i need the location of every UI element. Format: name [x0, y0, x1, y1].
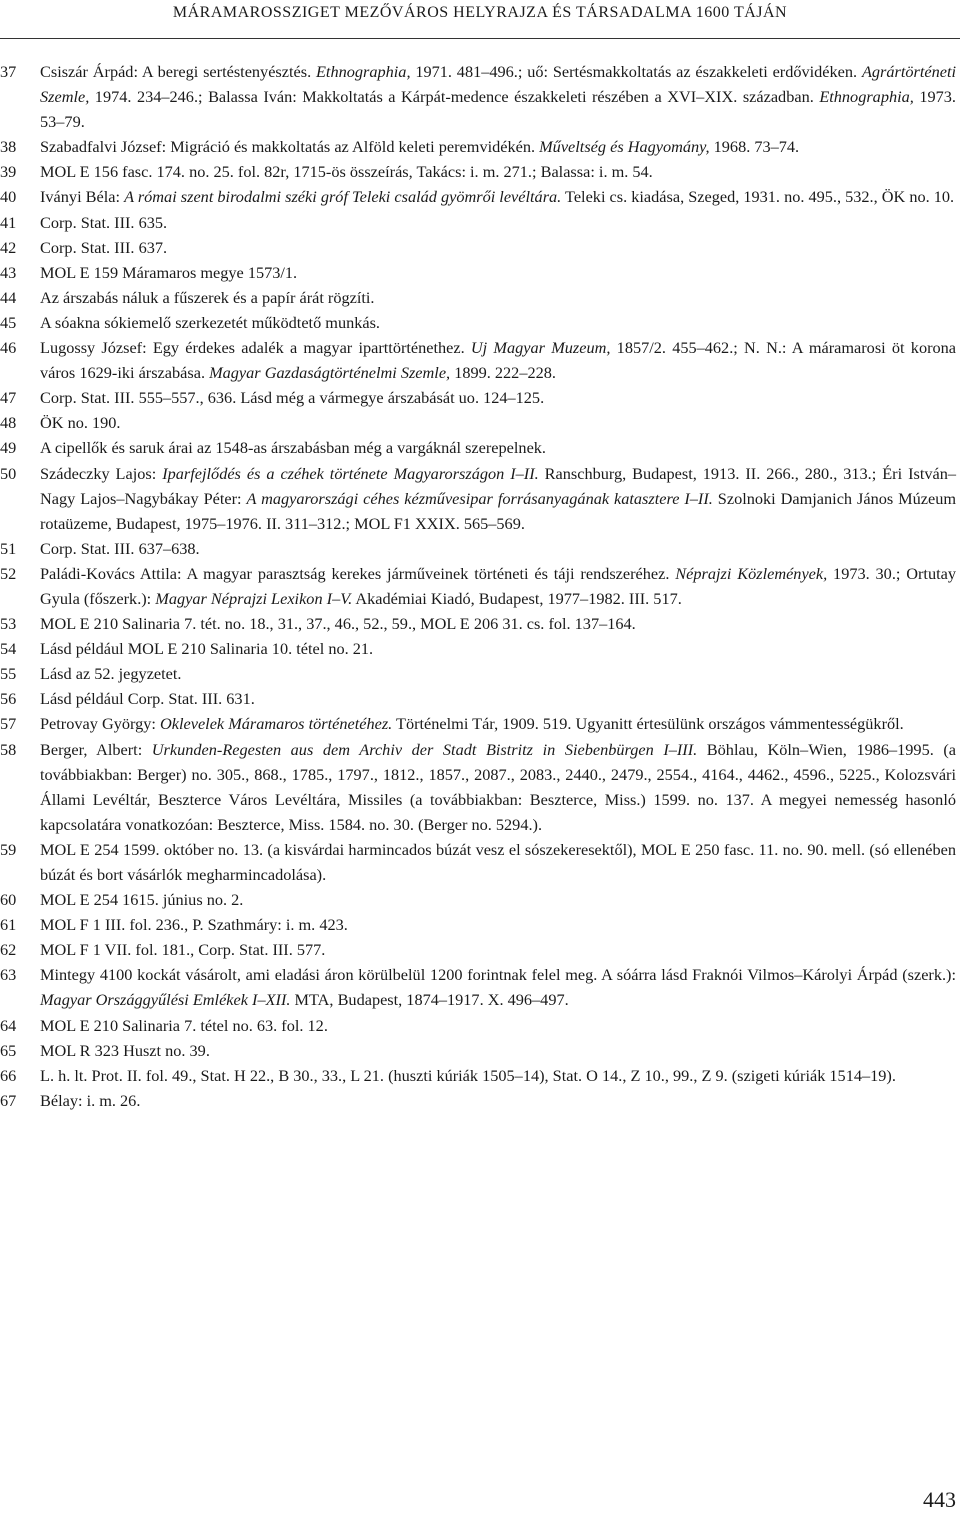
footnote-text	[40, 837, 960, 887]
footnote-title-italic: Műveltség és Hagyomány,	[539, 137, 710, 157]
footnote-text	[40, 59, 960, 134]
footnote-text-run: MTA, Budapest, 1874–1917. X. 496–497.	[290, 990, 569, 1010]
footnote-text-run: MOL E 210 Salinaria 7. tét. no. 18., 31., 37., 46., 52., 59., MOL E 206 31. cs. fol. 137–164.	[40, 614, 636, 634]
footnote-text-run: Ranschburg, Budapest, 1913. II. 266., 280., 313.; Éri István–Nagy Lajos–Nagybákay Péter:	[40, 463, 956, 508]
footnote-number: 41	[0, 212, 17, 232]
footnote-number: 61	[0, 915, 17, 935]
footnote-item	[0, 1063, 960, 1088]
footnote-number: 57	[0, 714, 17, 734]
footnote-number: 48	[0, 413, 17, 433]
footnote-text	[40, 134, 960, 159]
footnote-text-run: 1973. 30.; Ortutay Gyula (főszerk.):	[40, 563, 956, 608]
footnote-item	[0, 1038, 960, 1063]
footnote-text	[40, 410, 960, 435]
footnote-text-run: Berger, Albert:	[40, 739, 152, 759]
footnote-text-run: 1968. 73–74.	[709, 137, 800, 157]
footnote-text-run: Lásd például MOL E 210 Salinaria 10. tétel no. 21.	[40, 639, 374, 659]
footnote-item	[0, 561, 960, 611]
footnote-number: 42	[0, 237, 17, 257]
footnote-text	[40, 1088, 960, 1113]
footnote-text-run: 1899. 222–228.	[450, 363, 556, 383]
footnote-item	[0, 536, 960, 561]
footnote-number: 62	[0, 940, 17, 960]
footnote-number: 53	[0, 614, 17, 634]
footnote-item	[0, 737, 960, 837]
footnote-text	[40, 912, 960, 937]
footnote-text-run: Szolnoki Damjanich János Múzeum rotaüzeme, Budapest, 1975–1976. II. 311–312.; MOL F1 XXIX. 565–569.	[40, 488, 957, 533]
footnote-text	[40, 636, 960, 661]
footnote-number: 66	[0, 1065, 17, 1085]
footnote-text-run: Corp. Stat. III. 555–557., 636. Lásd még a vármegye árszabását uo. 124–125.	[40, 388, 545, 408]
footnote-text-run: Corp. Stat. III. 637–638.	[40, 538, 200, 558]
running-header: MÁRAMAROSSZIGET MEZŐVÁROS HELYRAJZA ÉS TÁRSADALMA 1600 TÁJÁN	[172, 4, 788, 21]
footnote-number: 50	[0, 463, 17, 483]
footnote-number: 56	[0, 689, 17, 709]
footnote-title-italic: Uj Magyar Muzeum,	[470, 338, 611, 358]
footnote-number: 65	[0, 1040, 17, 1060]
footnote-text	[40, 711, 960, 736]
footnote-item	[0, 410, 960, 435]
footnote-item	[0, 335, 960, 385]
footnote-text-run: MOL E 159 Máramaros megye 1573/1.	[40, 262, 298, 282]
footnote-item	[0, 937, 960, 962]
footnote-text	[40, 335, 960, 385]
footnote-title-italic: Magyar Gazdaságtörténelmi Szemle,	[209, 363, 451, 383]
footnote-title-italic: A római szent birodalmi széki gróf Teleki család gyömrői levéltára.	[124, 187, 562, 207]
footnote-text-run: MOL E 254 1599. október no. 13. (a kisvárdai harmincados búzát vesz el sószekeresektől), MOL E 250 fasc. 11. no. 90. mell. (só ellenében búzát és bort vásárlók megharmincadolása).	[40, 839, 956, 884]
footnote-number: 40	[0, 187, 17, 207]
footnote-item	[0, 611, 960, 636]
footnote-number: 60	[0, 890, 17, 910]
footnote-item	[0, 887, 960, 912]
footnote-text	[40, 737, 960, 837]
footnote-text-run: MOL E 210 Salinaria 7. tétel no. 63. fol. 12.	[40, 1015, 328, 1035]
footnote-item	[0, 385, 960, 410]
footnote-number: 64	[0, 1015, 17, 1035]
footnote-item	[0, 159, 960, 184]
footnote-title-italic: Magyar Országgyűlési Emlékek I–XII.	[40, 990, 291, 1010]
footnote-text-run: Teleki cs. kiadása, Szeged, 1931. no. 495., 532., ÖK no. 10.	[561, 187, 955, 207]
page-number: 443	[923, 1487, 956, 1512]
footnote-text	[40, 937, 960, 962]
footnote-text-run: ÖK no. 190.	[40, 413, 121, 433]
footnote-item	[0, 1013, 960, 1038]
footnote-text	[40, 235, 960, 260]
footnote-title-italic: Urkunden-Regesten aus dem Archiv der Stadt Bistritz in Siebenbürgen I–III.	[151, 739, 698, 759]
footnote-text	[40, 159, 960, 184]
footnote-text	[40, 1013, 960, 1038]
footnote-text	[40, 611, 960, 636]
footnote-item	[0, 285, 960, 310]
footnote-text-run: Corp. Stat. III. 637.	[40, 237, 168, 257]
footnote-text-run: 1973. 53–79.	[40, 87, 956, 132]
footnote-text-run: L. h. lt. Prot. II. fol. 49., Stat. H 22., B 30., 33., L 21. (huszti kúriák 1505–14), Stat. O 14., Z 10., 99., Z 9. (szigeti kúriák 1514–19).	[40, 1065, 896, 1085]
footnote-text-run: Lásd az 52. jegyzetet.	[40, 664, 182, 684]
footnote-number: 55	[0, 664, 17, 684]
footnote-text-run: Bélay: i. m. 26.	[40, 1090, 141, 1110]
footnote-number: 46	[0, 338, 17, 358]
footnote-text-run: 1971. 481–496.; uő: Sertésmakkoltatás az északkeleti erdővidéken.	[410, 62, 862, 81]
footnote-number: 44	[0, 287, 17, 307]
footnote-text-run: Mintegy 4100 kockát vásárolt, ami eladási áron körülbelül 1200 forintnak felel meg. A sóárra lásd Fraknói Vilmos–Károlyi Árpád (szerk.):	[40, 965, 956, 985]
footnote-text-run: Lugossy József: Egy érdekes adalék a magyar iparttörténethez.	[40, 338, 471, 358]
footnote-item	[0, 235, 960, 260]
footnote-title-italic: A magyarországi céhes kézművesipar forrásanyagának katasztere I–II.	[246, 488, 713, 508]
footnote-title-italic: Iparfejlődés és a czéhek története Magyarországon I–II.	[162, 463, 539, 483]
footnote-text	[40, 1063, 960, 1088]
footnote-number: 54	[0, 639, 17, 659]
footnote-number: 45	[0, 312, 17, 332]
footnote-text	[40, 561, 960, 611]
footnote-number: 49	[0, 438, 17, 458]
footnote-text-run: Lásd például Corp. Stat. III. 631.	[40, 689, 255, 709]
footnote-text-run: Böhlau, Köln–Wien, 1986–1995. (a továbbiakban: Berger) no. 305., 868., 1785., 1797., 1812., 1857., 2087., 2083., 2440., 2479., 2554., 4164., 4462., 4596., 5225., Kolozsvári Állami Levéltár, Beszterce Város Levéltára, Missiles (a továbbiakban: Beszterce, Miss.) 1599. no. 137. A megyei nemesség hasonló kapcsolatára vonatkozóan: Beszterce, Miss. 1584. no. 30. (Berger no. 5294.).	[40, 739, 957, 834]
footnote-number: 39	[0, 162, 17, 182]
footnote-item	[0, 686, 960, 711]
footnote-text	[40, 686, 960, 711]
footnote-text-run: MOL F 1 VII. fol. 181., Corp. Stat. III. 577.	[40, 940, 326, 960]
header-rule	[0, 38, 960, 39]
footnote-text-run: MOL E 254 1615. június no. 2.	[40, 890, 244, 910]
footnote-text	[40, 435, 960, 460]
footnote-text-run: MOL R 323 Huszt no. 39.	[40, 1040, 210, 1060]
footnote-item	[0, 711, 960, 736]
footnote-text	[40, 962, 960, 1012]
footnote-title-italic: Agrártörténeti Szemle,	[40, 62, 956, 107]
footnote-number: 63	[0, 965, 17, 985]
footnote-text	[40, 260, 960, 285]
footnote-number: 58	[0, 739, 17, 759]
footnote-number: 37	[0, 62, 17, 81]
footnote-number: 59	[0, 839, 17, 859]
footnote-item	[0, 435, 960, 460]
footnote-text-run: Corp. Stat. III. 635.	[40, 212, 168, 232]
footnote-item	[0, 837, 960, 887]
footnote-text	[40, 1038, 960, 1063]
footnote-title-italic: Ethnographia,	[315, 62, 411, 81]
footnote-number: 47	[0, 388, 17, 408]
footnote-text-run: MOL F 1 III. fol. 236., P. Szathmáry: i. m. 423.	[40, 915, 348, 935]
footnote-item	[0, 661, 960, 686]
footnote-number: 67	[0, 1090, 17, 1110]
footnote-text-run: 1974. 234–246.; Balassa Iván: Makkoltatás a Kárpát-medence északkeleti részében a XVI–XIX. században.	[89, 87, 820, 107]
footnote-text-run: Csiszár Árpád: A beregi sertéstenyésztés.	[40, 62, 316, 81]
footnote-text-run: Akadémiai Kiadó, Budapest, 1977–1982. III. 517.	[352, 588, 682, 608]
footnote-text	[40, 461, 960, 536]
footnote-text-run: MOL E 156 fasc. 174. no. 25. fol. 82r, 1715-ös összeírás, Takács: i. m. 271.; Balassa: i. m. 54.	[40, 162, 653, 182]
footnote-item	[0, 1088, 960, 1113]
footnote-title-italic: Magyar Néprajzi Lexikon I–V.	[155, 588, 353, 608]
footnote-item	[0, 59, 960, 134]
footnote-item	[0, 310, 960, 335]
footnote-item	[0, 912, 960, 937]
footnote-title-italic: Ethnographia,	[819, 87, 914, 107]
footnote-item	[0, 636, 960, 661]
footnote-text	[40, 285, 960, 310]
footnote-item	[0, 184, 960, 209]
footnote-number: 52	[0, 563, 17, 583]
footnote-text	[40, 310, 960, 335]
footnote-text	[40, 536, 960, 561]
footnote-text-run: Iványi Béla:	[40, 187, 125, 207]
footnote-text	[40, 661, 960, 686]
footnote-text-run: Szabadfalvi József: Migráció és makkoltatás az Alföld keleti peremvidékén.	[40, 137, 540, 157]
footnote-text-run: Paládi-Kovács Attila: A magyar parasztság kerekes járműveinek történeti és táji rendszeréhez.	[40, 563, 676, 583]
footnote-text	[40, 184, 960, 209]
footnote-item	[0, 134, 960, 159]
footnote-text-run: A sóakna sókiemelő szerkezetét működtető munkás.	[40, 312, 381, 332]
footnote-text	[40, 210, 960, 235]
footnote-text-run: 1857/2. 455–462.; N. N.: A máramarosi öt korona város 1629-iki árszabása.	[40, 338, 957, 383]
footnote-title-italic: Néprajzi Közlemények,	[675, 563, 828, 583]
footnote-item	[0, 461, 960, 536]
footnote-title-italic: Oklevelek Máramaros történetéhez.	[160, 714, 393, 734]
footnote-number: 51	[0, 538, 17, 558]
footnote-item	[0, 962, 960, 1012]
footnote-text-run: Történelmi Tár, 1909. 519. Ugyanitt értesülünk országos vámmentességükről.	[392, 714, 904, 734]
footnote-number: 38	[0, 137, 17, 157]
footnote-item	[0, 260, 960, 285]
footnote-number: 43	[0, 262, 17, 282]
footnote-text	[40, 887, 960, 912]
footnote-text-run: Szádeczky Lajos:	[40, 463, 163, 483]
footnote-list	[0, 59, 960, 1113]
footnote-text-run: A cipellők és saruk árai az 1548-as árszabásban még a vargáknál szerepelnek.	[40, 438, 547, 458]
footnote-item	[0, 210, 960, 235]
footnote-text-run: Az árszabás náluk a fűszerek és a papír árát rögzíti.	[40, 287, 375, 307]
footnote-text	[40, 385, 960, 410]
footnote-text-run: Petrovay György:	[40, 714, 160, 734]
